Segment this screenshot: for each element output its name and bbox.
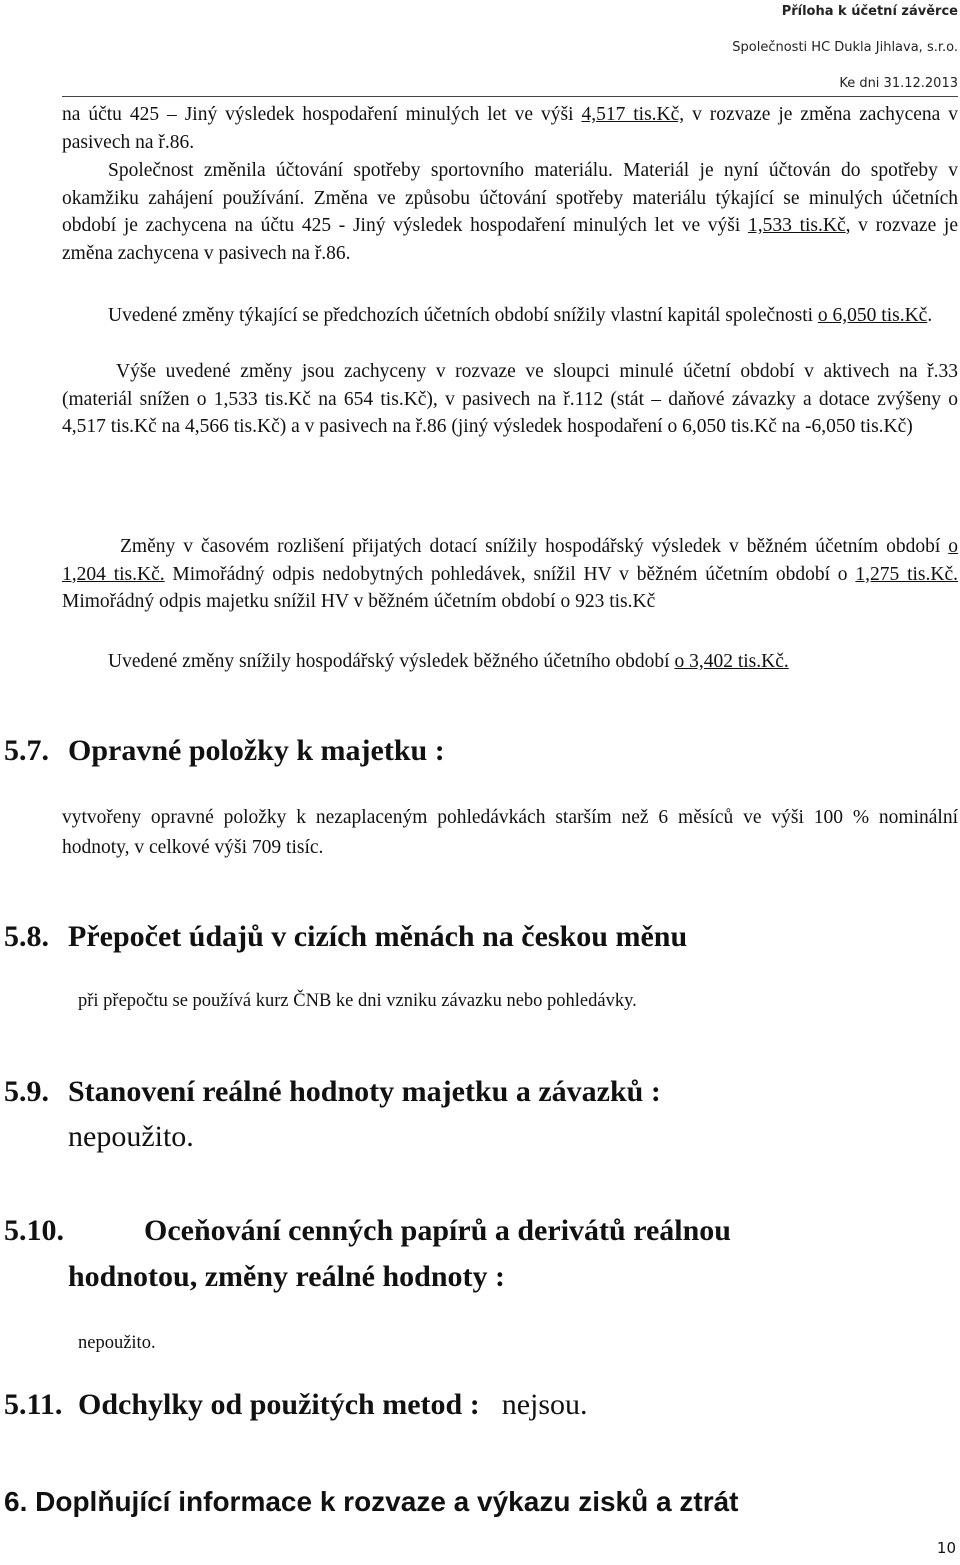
p5-amount-2: 1,275 tis.Kč.: [855, 563, 958, 585]
section-5-7-text: vytvořeny opravné položky k nezaplaceným pohledávkách starším než 6 měsíců ve výši 100 % nominální hodnoty, v celkové výši 709 tisíc.: [62, 807, 958, 858]
heading-5-11: [4, 1388, 588, 1422]
paragraph-6: [62, 648, 958, 676]
p3-text-a: Uvedené změny týkající se předchozích účetních období snížily vlastní kapitál společnosti: [108, 305, 818, 326]
p5-text-a: Změny v časovém rozlišení přijatých dotací snížily hospodářský výsledek v běžném účetním období: [120, 536, 949, 557]
header-rule: [62, 96, 958, 97]
p6-amount: o 3,402 tis.Kč.: [674, 651, 789, 672]
heading-5-8-title: Přepočet údajů v cizích měnách na českou měnu: [68, 920, 688, 953]
header-title: Příloha k účetní závěrce: [781, 4, 958, 19]
p1-amount: 4,517 tis.Kč,: [581, 104, 685, 125]
heading-5-11-title: Odchylky od použitých metod :: [78, 1388, 480, 1421]
heading-5-9-title: Stanovení reálné hodnoty majetku a závazků :: [68, 1075, 661, 1108]
paragraph-2: [62, 157, 958, 267]
heading-5-11-number: 5.11.: [4, 1388, 63, 1421]
heading-5-10-number: 5.10.: [4, 1214, 64, 1247]
paragraph-5: [62, 533, 958, 616]
section-5-11-text: nejsou.: [501, 1388, 588, 1421]
p2-text-a: Společnost změnila účtování spotřeby sportovního materiálu. Materiál je nyní účtován do spotřeby v okamžiku zahájení používání. Změna ve způsobu účtování spotřeby materiálu týkající se minulých účetních období je zachycena na účtu 425 - Jiný výsledek hospodaření minulých let ve výši: [62, 160, 958, 236]
section-5-10-text: nepoužito.: [78, 1333, 156, 1353]
heading-5-10-title-line-1: Oceňování cenných papírů a derivátů reálnou: [144, 1214, 731, 1247]
heading-5-10-title-line-2: hodnotou, změny reálné hodnoty :: [68, 1260, 505, 1293]
p1-text-a: na účtu 425 – Jiný výsledek hospodaření minulých let ve výši: [62, 104, 582, 125]
heading-6: 6. Doplňující informace k rozvaze a výkazu zisků a ztrát: [4, 1486, 739, 1517]
heading-5-9: [4, 1075, 661, 1109]
heading-5-7-number: 5.7.: [4, 734, 49, 767]
p1-text-b: v rozvaze je změna zachycena v pasivech na ř.86.: [62, 104, 958, 153]
page-number: 10: [936, 1539, 956, 1557]
p6-text-a: Uvedené změny snížily hospodářský výsledek běžného účetního období: [108, 651, 675, 672]
heading-5-8-number: 5.8.: [4, 920, 49, 953]
p3-text-b: .: [927, 305, 933, 326]
heading-5-10: [4, 1214, 731, 1248]
p2-amount: 1,533 tis.Kč: [748, 215, 846, 236]
heading-5-7: [4, 734, 445, 768]
heading-5-8: [4, 920, 687, 954]
section-5-9-text: nepoužito.: [68, 1120, 194, 1153]
paragraph-1: [62, 101, 958, 156]
header-date: Ke dni 31.12.2013: [839, 76, 958, 91]
p2-text-b: , v rozvaze je změna zachycena v pasivech na ř.86.: [62, 215, 958, 264]
header-company: Společnosti HC Dukla Jihlava, s.r.o.: [732, 40, 958, 55]
heading-5-7-title: Opravné položky k majetku :: [68, 734, 445, 767]
p3-amount: o 6,050 tis.Kč: [817, 305, 928, 326]
section-5-8-text: při přepočtu se používá kurz ČNB ke dni vzniku závazku nebo pohledávky.: [78, 991, 637, 1011]
heading-5-9-number: 5.9.: [4, 1075, 49, 1108]
p5-text-c: Mimořádný odpis majetku snížil HV v běžném účetním období o 923 tis.Kč: [62, 591, 656, 612]
paragraph-4: Výše uvedené změny jsou zachyceny v rozvaze ve sloupci minulé účetní období v aktivech na ř.33 (materiál snížen o 1,533 tis.Kč na 654 tis.Kč), v pasivech na ř.112 (stát – daňové závazky a dotace zvýšeny o 4,517 tis.Kč na 4,566 tis.Kč) a v pasivech na ř.86 (jiný výsledek hospodaření o 6,050 tis.Kč na -6,050 tis.Kč): [62, 361, 958, 437]
p5-amount-1: o 1,204 tis.Kč.: [62, 536, 958, 585]
p5-text-b: Mimořádný odpis nedobytných pohledávek, snížil HV v běžném účetním období o: [164, 563, 856, 585]
paragraph-3: [62, 302, 958, 330]
